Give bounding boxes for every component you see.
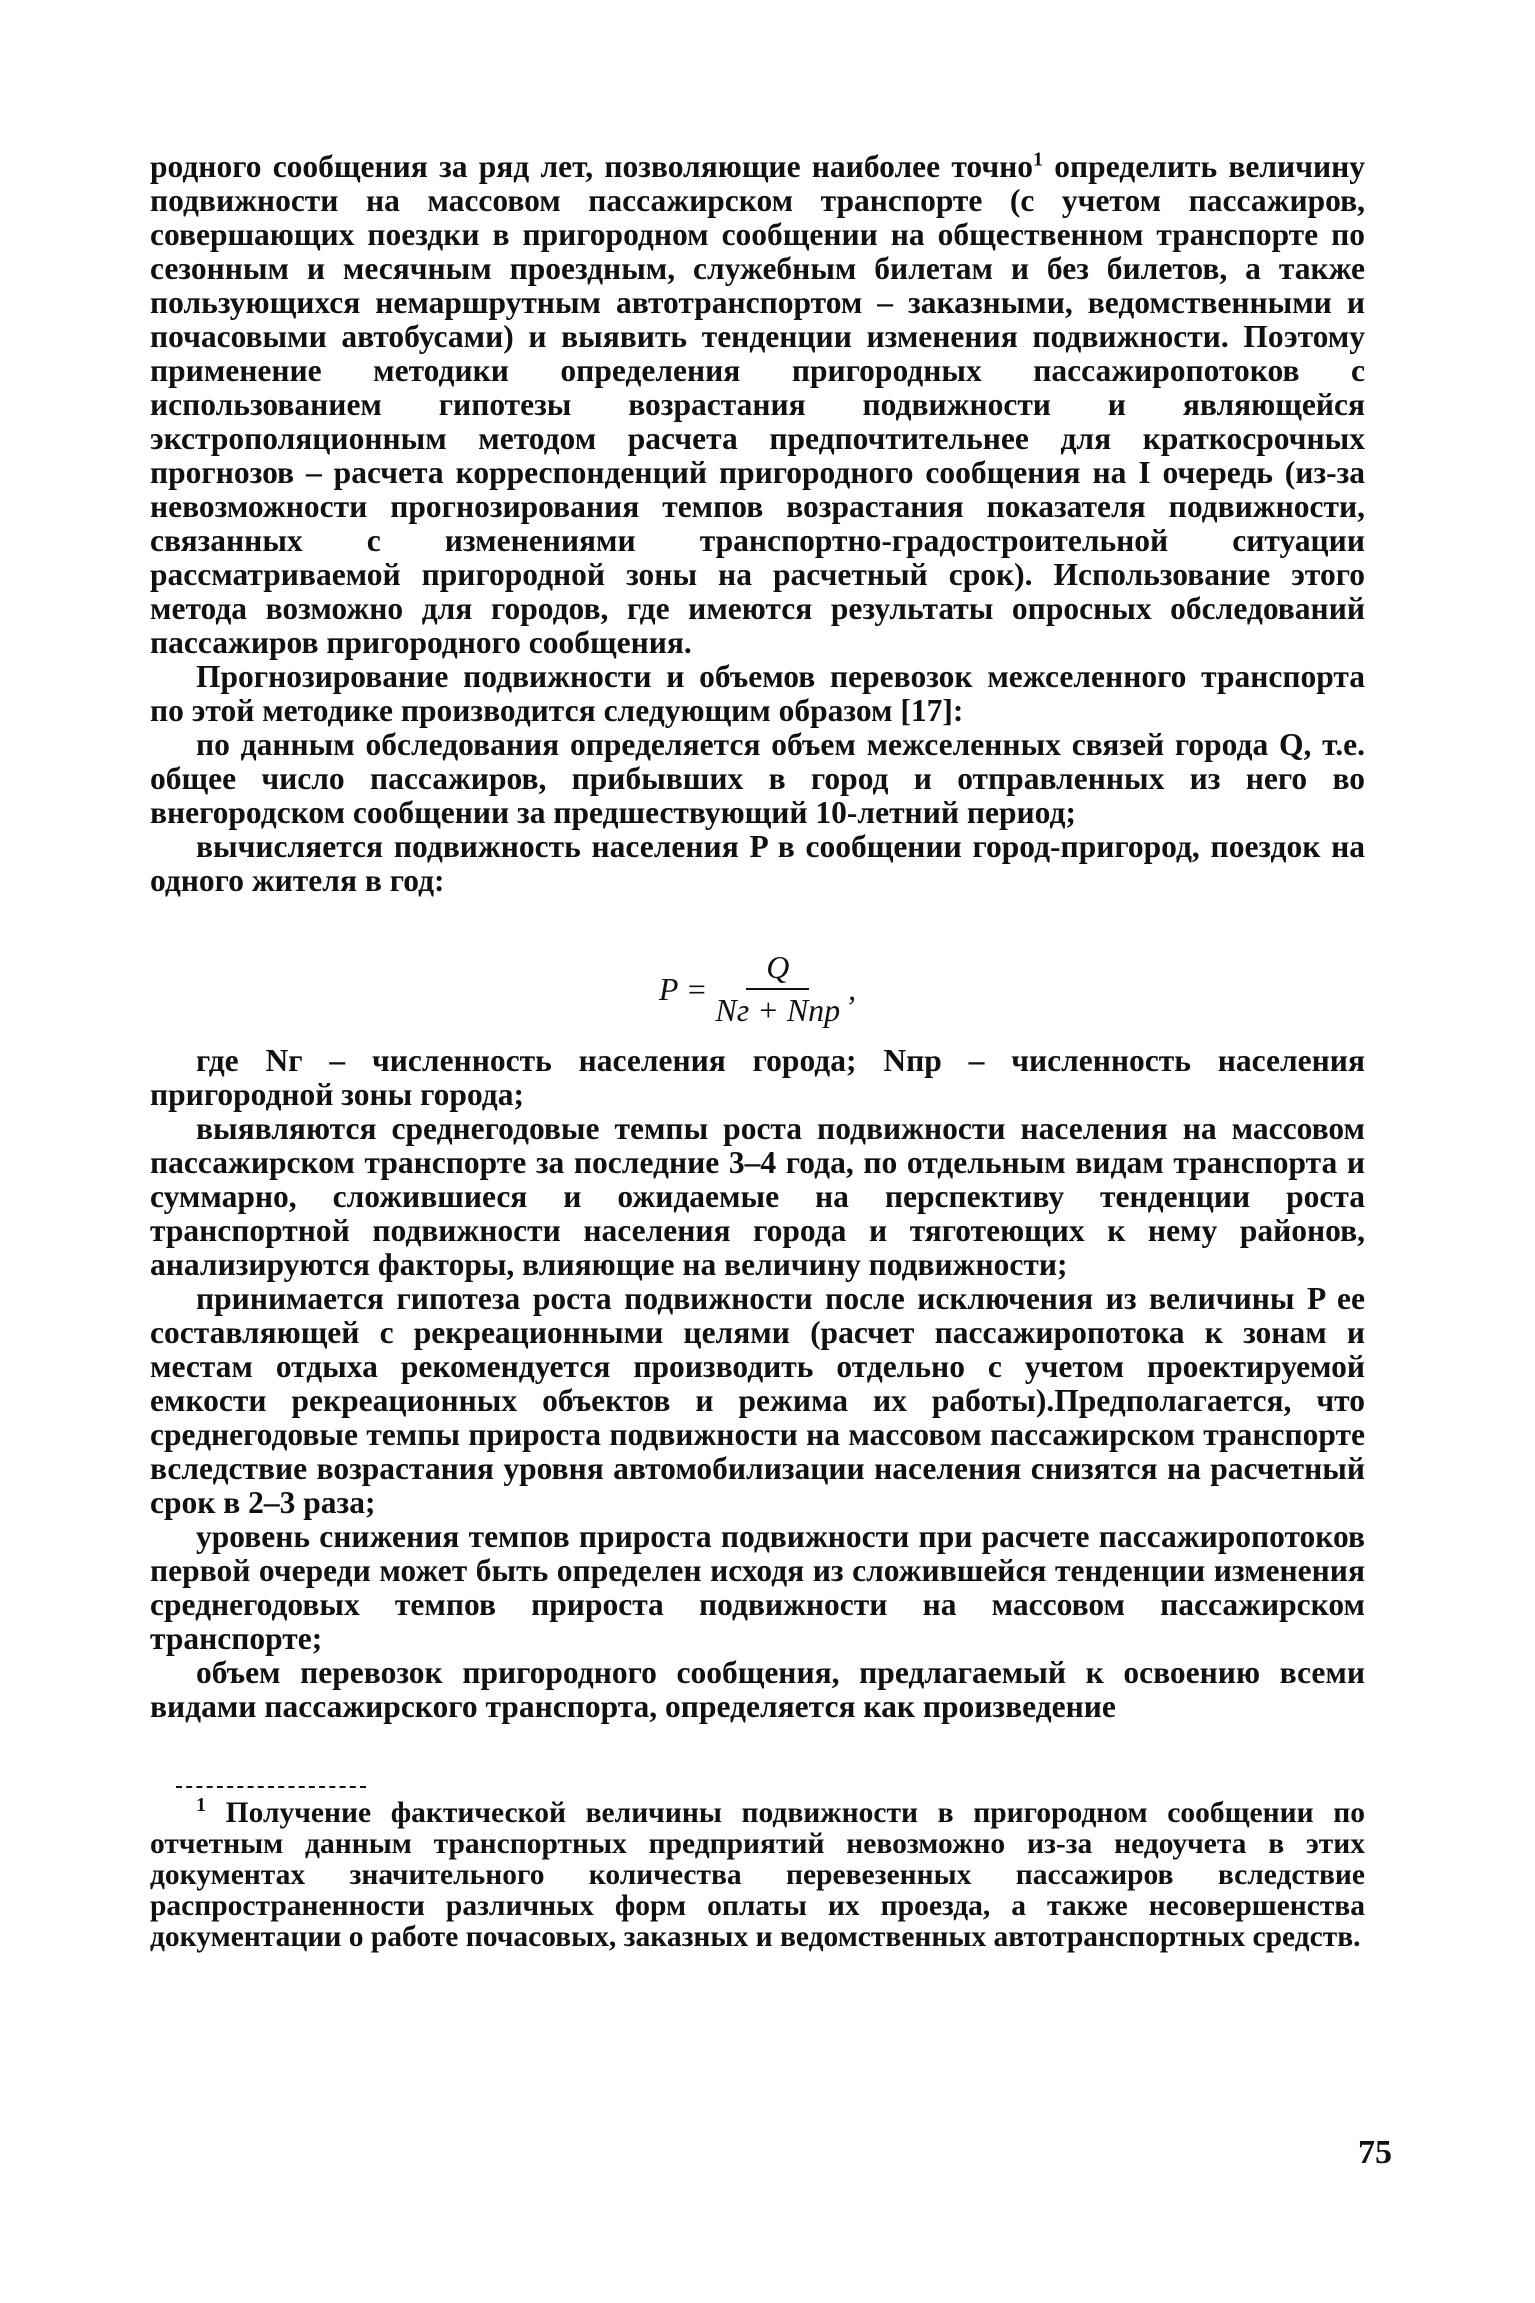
body-paragraph: Прогнозирование подвижности и объемов перевозок межселенного транспорта по этой методике производится следующим образом [17]: xyxy=(150,659,1365,728)
mobility-formula xyxy=(150,948,1365,1030)
formula-trail: , xyxy=(848,970,857,1007)
body-paragraph: вычисляется подвижность населения P в сообщении город-пригород, поездок на одного жителя в год: xyxy=(150,829,1365,898)
body-paragraph: по данным обследования определяется объем межселенных связей города Q, т.е. общее число пассажиров, прибывших в город и отправленных из него во внегородском сообщении за предшествующий 10-летний период; xyxy=(150,727,1365,830)
body-paragraph: где Nг – численность населения города; Nпр – численность населения пригородной зоны города; xyxy=(150,1043,1365,1112)
footnote-marker: 1 xyxy=(196,1794,206,1817)
body-paragraph: родного сообщения за ряд лет, позволяющие наиболее точно$^1$ определить величину подвижности на массовом пассажирском транспорте (с учетом пассажиров, совершающих поездки в пригородном сообщении на общественном транспорте по сезонным и месячным проездным, служебным билетам и без билетов, а также пользующихся немаршрутным автотранспортом – заказными, ведомственными и почасовыми автобусами) и выявить тенденции изменения подвижности. Поэтому применение методики определения пригородных пассажиропотоков с использованием гипотезы возрастания подвижности и являющейся экстрополяционным методом расчета предпочтительнее для краткосрочных прогнозов – расчета корреспонденций пригородного сообщения на I очередь (из-за невозможности прогнозирования темпов возрастания показателя подвижности, связанных с изменениями транспортно-градостроительной ситуации рассматриваемой пригородной зоны на расчетный срок). Использование этого метода возможно для городов, где имеются результаты опросных обследований пассажиров пригородного сообщения. xyxy=(150,148,1366,660)
formula-denominator: Nг + Nпр xyxy=(715,992,841,1028)
body-paragraph: принимается гипотеза роста подвижности после исключения из величины P ее составляющей с рекреационными целями (расчет пассажиропотока к зонам и местам отдыха рекомендуется производить отдельно с учетом проектируемой емкости рекреационных объектов и режима их работы).Предполагается, что среднегодовые темпы прироста подвижности на массовом пассажирском транспорте вследствие возрастания уровня автомобилизации населения снизятся на расчетный срок в 2–3 раза; xyxy=(150,1281,1365,1520)
footnote-text: $^1$ Получение фактической величины подвижности в пригородном сообщении по отчетным данным транспортных предприятий невозможно из-за недоучета в этих документах значительного количества перевезенных пассажиров вследствие распространенности различных форм оплаты их проезда, а также несовершенства документации о работе почасовых, заказных и ведомственных автотранспортных средств. xyxy=(150,1794,1365,1953)
formula-lhs: P = xyxy=(658,970,708,1007)
body-paragraph: выявляются среднегодовые темпы роста подвижности населения на массовом пассажирском транспорте за последние 3–4 года, по отдельным видам транспорта и суммарно, сложившиеся и ожидаемые на перспективу тенденции роста транспортной подвижности населения города и тяготеющих к нему районов, анализируются факторы, влияющие на величину подвижности; xyxy=(150,1111,1365,1282)
body-paragraph: объем перевозок пригородного сообщения, предлагаемый к освоению всеми видами пассажирского транспорта, определяется как произведение xyxy=(150,1655,1365,1724)
formula-fraction xyxy=(715,949,840,1029)
page-content xyxy=(150,150,1365,1953)
formula-numerator: Q xyxy=(746,949,809,990)
footnote-ref[interactable]: 1 xyxy=(1033,148,1044,171)
body-paragraph: уровень снижения темпов прироста подвижности при расчете пассажиропотоков первой очереди может быть определен исходя из сложившейся тенденции изменения среднегодовых темпов прироста подвижности на массовом пассажирском транспорте; xyxy=(150,1519,1365,1656)
footnote xyxy=(150,1794,1365,1953)
page-number: 75 xyxy=(1358,2134,1392,2171)
footnote-divider xyxy=(176,1786,366,1788)
